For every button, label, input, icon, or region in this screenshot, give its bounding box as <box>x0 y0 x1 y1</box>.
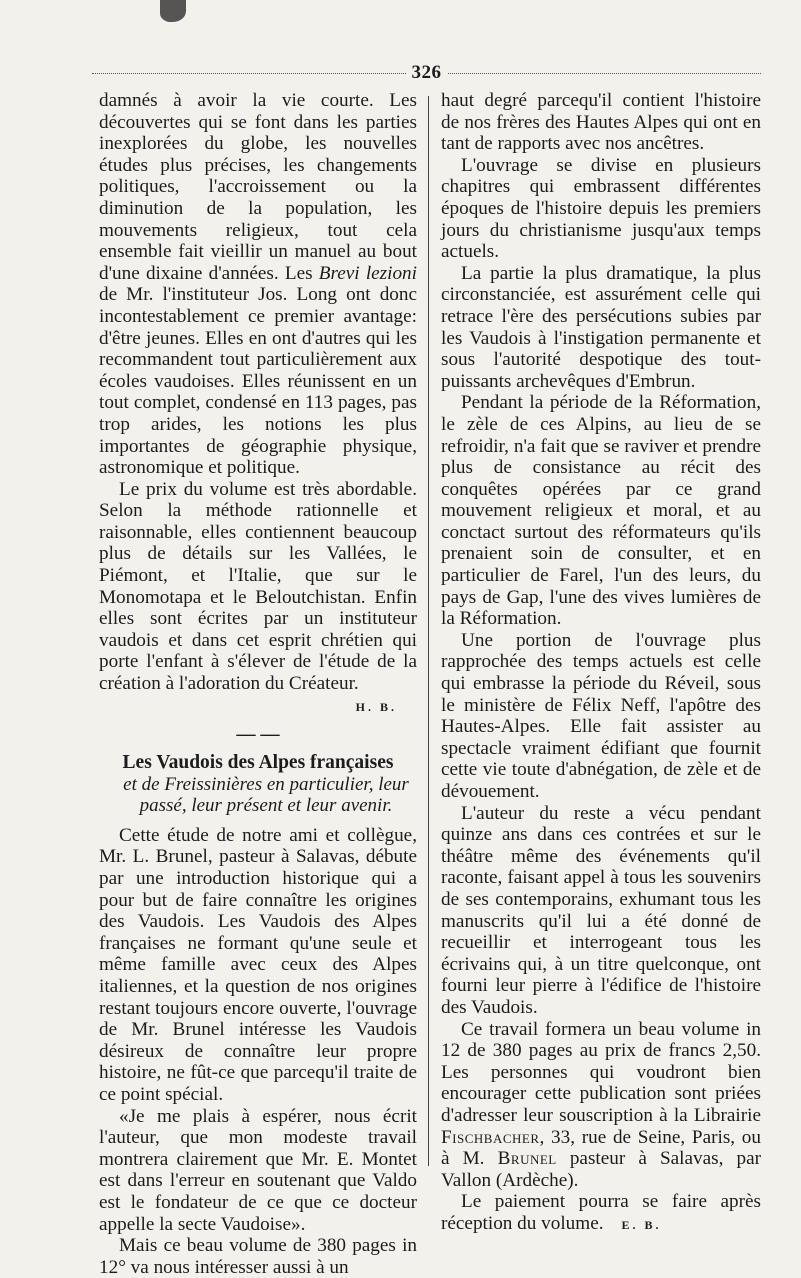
paragraph: Le paiement pourra se faire après réception du volume. E. B. <box>441 1191 761 1234</box>
publisher-name: Fischbacher <box>441 1126 540 1148</box>
page-header <box>92 62 761 84</box>
paragraph: haut degré parcequ'il contient l'histoire de nos frères des Hautes Alpes qui ont en tant de rapports avec nos ancêtres. <box>441 90 761 155</box>
signature: H. B. <box>355 699 397 714</box>
ink-blot <box>160 0 186 22</box>
paragraph: damnés à avoir la vie courte. Les découvertes qui se font dans les parties inexplorées du globe, les nouvelles études plus précises, les changements politiques, l'accroissement ou la diminution de la population, les mouvements religieux, tout cela ensemble fait vieillir un manuel au bout d'une dixaine d'années. Les Brevi lezioni de Mr. l'instituteur Jos. Long ont donc incontestablement ce premier avantage: d'être jeunes. Elles en ont d'autres qui les recommandent tout particulièrement aux écoles vaudoises. Elles réunissent en un tout complet, condensé en 113 pages, pas trop arides, les notions les plus importantes de géographie physique, astronomique et politique. <box>99 90 417 479</box>
paragraph: Une portion de l'ouvrage plus rapprochée des temps actuels est celle qui embrasse la période du Réveil, sous le ministère de Félix Neff, l'apôtre des Hautes-Alpes. Elle fait assister au spectacle vraiment édifiant que fournit cette vie toute d'abnégation, de zèle et de dévouement. <box>441 629 761 802</box>
header-rule-left <box>92 73 406 74</box>
author-name: Brunel <box>497 1148 557 1170</box>
page-number: 326 <box>411 62 442 83</box>
column-divider <box>428 96 429 1166</box>
paragraph: «Je me plais à espérer, nous écrit l'auteur, que mon modeste travail montrera clairement que Mr. E. Montet est dans l'erreur en soutenant que Valdo est le fondateur de ce que ce docteur appelle la secte Vaudoise». <box>99 1105 417 1235</box>
paragraph: Mais ce beau volume de 380 pages in 12° va nous intéresser aussi à un <box>99 1235 417 1278</box>
article-title: Les Vaudois des Alpes françaises <box>122 751 394 773</box>
signature: E. B. <box>621 1217 662 1232</box>
article-subtitle: et de Freissinières en particulier, leur passé, leur présent et leur avenir. <box>123 773 409 817</box>
left-column <box>99 90 417 1278</box>
paragraph: La partie la plus dramatique, la plus circonstanciée, est assurément celle qui retrace l'ère des persécutions subies par les Vaudois à l'instigation permanente et sous l'autorité despotique des tout-puissants archevêques d'Embrun. <box>441 262 761 392</box>
paragraph: L'auteur du reste a vécu pendant quinze ans dans ces contrées et sur le théâtre même des événements qu'il raconte, faisant appel à tous les souvenirs de ses contemporains, exhumant tous les manuscrits qu'il lui a été donné de recueillir et interrogeant tous les écrivains qui, à un titre quelconque, ont fourni leur pierre à l'édifice de l'histoire des Vaudois. <box>441 802 761 1018</box>
paragraph: Pendant la période de la Réformation, le zèle de ces Alpins, au lieu de se refroidir, n'a fait que se raviver et prendre plus de consistance au récit des conquêtes opérées par ce grand mouvement religieux et moral, et au conctact surtout des réformateurs qu'ils prenaient soin de consulter, et en particulier de Farel, l'un des leurs, du pays de Gap, l'une des vives lumières de la Réformation. <box>441 392 761 630</box>
paragraph: L'ouvrage se divise en plusieurs chapitres qui embrassent différentes époques de l'histoire depuis les premiers jours du christianisme jusqu'aux temps actuels. <box>441 154 761 263</box>
paragraph: Ce travail formera un beau volume in 12 de 380 pages au prix de francs 2,50. Les personnes qui voudront bien encourager cette publication sont priées d'adresser leur souscription à la Librairie Fischbacher, 33, rue de Seine, Paris, ou à M. Brunel pasteur à Salavas, par Vallon (Ardèche). <box>441 1018 761 1191</box>
book-title-italic: Brevi lezioni <box>318 262 417 284</box>
section-separator: — — <box>236 723 280 745</box>
right-column <box>441 90 761 1236</box>
paragraph: Le prix du volume est très abordable. Selon la méthode rationnelle et raisonnable, elles contiennent beaucoup plus de détails sur les Vallées, le Piémont, et l'Italie, que sur le Monomotapa et le Beloutchistan. Enfin elles sont écrites par un instituteur vaudois et dans cet esprit chrétien qui porte l'enfant à s'élever de l'étude de la création à l'adoration du Créateur. <box>99 478 417 695</box>
paragraph: Cette étude de notre ami et collègue, Mr. L. Brunel, pasteur à Salavas, débute par une introduction historique qui a pour but de faire connaître les origines des Vaudois. Les Vaudois des Alpes françaises ne formant qu'une seule et même famille avec ceux des Alpes italiennes, et la question de nos origines restant toujours encore ouverte, l'ouvrage de Mr. Brunel intéresse les Vaudois désireux de connaître leur propre histoire, ne fût-ce que parcequ'il traite de ce point spécial. <box>99 824 417 1105</box>
header-rule-right <box>448 73 762 74</box>
